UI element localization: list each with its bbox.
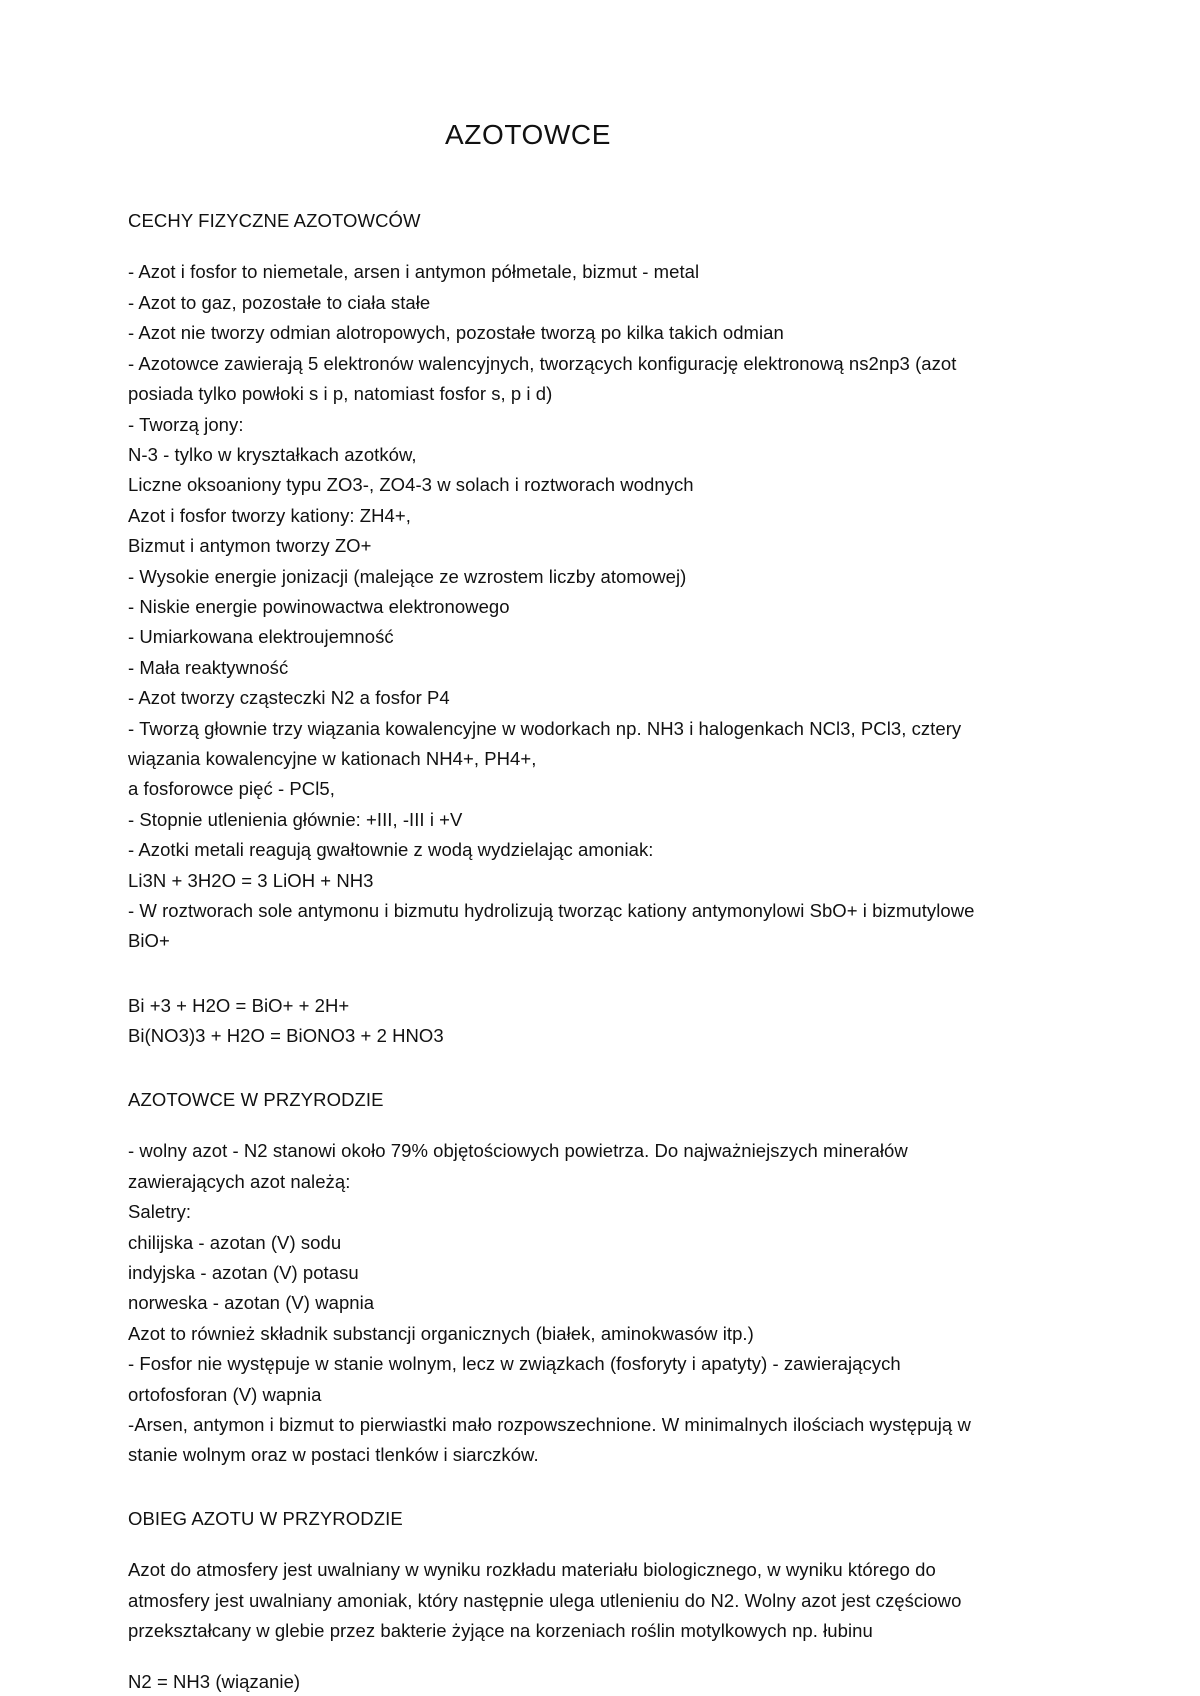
body-line: -Arsen, antymon i bizmut to pierwiastki mało rozpowszechnione. W minimalnych ilościach występują w stanie wolnym oraz w postaci tlenków i siarczków. (128, 1413, 971, 1466)
section-cechy-fizyczne (128, 207, 1000, 1052)
body-line: - Azot tworzy cząsteczki N2 a fosfor P4 (128, 687, 450, 709)
body-line: - Umiarkowana elektroujemność (128, 626, 394, 648)
section-heading: CECHY FIZYCZNE AZOTOWCÓW (128, 209, 421, 231)
body-paragraph: Azot do atmosfery jest uwalniany w wyniku rozkładu materiału biologicznego, w wyniku którego do atmosfery jest uwalniany amoniak, który następnie ulega utlenieniu do N2. Wolny azot jest częściowo przekształcany w glebie przez bakterie żyjące na korzeniach roślin motylkowych np. łubinu (128, 1559, 962, 1642)
equation-line: N2 = NH3 (wiązanie) (128, 1670, 301, 1692)
spacer (128, 957, 1000, 991)
spacer (128, 1533, 1000, 1555)
section-heading: OBIEG AZOTU W PRZYRODZIE (128, 1507, 403, 1529)
body-line: - Wysokie energie jonizacji (malejące ze wzrostem liczby atomowej) (128, 565, 687, 587)
spacer (128, 1647, 1000, 1667)
section-azotowce-w-przyrodzie (128, 1086, 1000, 1471)
body-line: N-3 - tylko w kryształkach azotków, (128, 443, 417, 465)
body-line: - W roztworach sole antymonu i bizmutu hydrolizują tworząc kationy antymonylowi SbO+ i bizmutylowe BiO+ (128, 900, 975, 952)
body-line: Liczne oksoaniony typu ZO3-, ZO4-3 w solach i roztworach wodnych (128, 474, 694, 496)
body-line: - wolny azot - N2 stanowi około 79% objętościowych powietrza. Do najważniejszych minerałów zawierających azot należą: (128, 1140, 908, 1192)
body-line: indyjska - azotan (V) potasu (128, 1261, 359, 1283)
body-line: Azot to również składnik substancji organicznych (białek, aminokwasów itp.) (128, 1322, 754, 1344)
equation-line: Bi +3 + H2O = BiO+ + 2H+ (128, 994, 350, 1016)
body-line: - Azotki metali reagują gwałtownie z wodą wydzielając amoniak: (128, 839, 654, 861)
body-line: - Stopnie utlenienia głównie: +III, -III i +V (128, 808, 463, 830)
equation-line: Li3N + 3H2O = 3 LiOH + NH3 (128, 869, 374, 891)
body-line: - Azot nie tworzy odmian alotropowych, pozostałe tworzą po kilka takich odmian (128, 322, 784, 344)
body-line: - Tworzą głownie trzy wiązania kowalencyjne w wodorkach np. NH3 i halogenkach NCl3, PCl3, cztery wiązania kowalencyjne w kationach NH4+, PH4+, (128, 717, 962, 769)
section-heading: AZOTOWCE W PRZYRODZIE (128, 1088, 384, 1110)
section-obieg-azotu (128, 1505, 1000, 1696)
spacer (128, 1471, 1000, 1505)
body-line: - Mała reaktywność (128, 656, 289, 678)
page-title: AZOTOWCE (444, 119, 612, 150)
body-line: - Azotowce zawierają 5 elektronów walencyjnych, tworzących konfigurację elektronową ns2np3 (azot posiada tylko powłoki s i p, natomiast fosfor s, p i d) (128, 352, 957, 405)
body-line: - Fosfor nie występuje w stanie wolnym, lecz w związkach (fosforyty i apatyty) - zawierających ortofosforan (V) wapnia (128, 1353, 901, 1405)
equation-line: Bi(NO3)3 + H2O = BiONO3 + 2 HNO3 (128, 1025, 444, 1047)
body-line: Saletry: (128, 1201, 192, 1223)
body-line: - Azot to gaz, pozostałe to ciała stałe (128, 291, 431, 313)
body-line: chilijska - azotan (V) sodu (128, 1231, 342, 1253)
body-line: Azot i fosfor tworzy kationy: ZH4+, (128, 504, 411, 526)
spacer (128, 1052, 1000, 1086)
body-line: Bizmut i antymon tworzy ZO+ (128, 535, 372, 557)
body-line: a fosforowce pięć - PCl5, (128, 778, 335, 800)
body-line: - Tworzą jony: (128, 413, 244, 435)
spacer (128, 235, 1000, 257)
body-line: - Azot i fosfor to niemetale, arsen i antymon półmetale, bizmut - metal (128, 261, 700, 283)
spacer (128, 1114, 1000, 1136)
body-line: norweska - azotan (V) wapnia (128, 1292, 375, 1314)
body-line: - Niskie energie powinowactwa elektronowego (128, 595, 510, 617)
